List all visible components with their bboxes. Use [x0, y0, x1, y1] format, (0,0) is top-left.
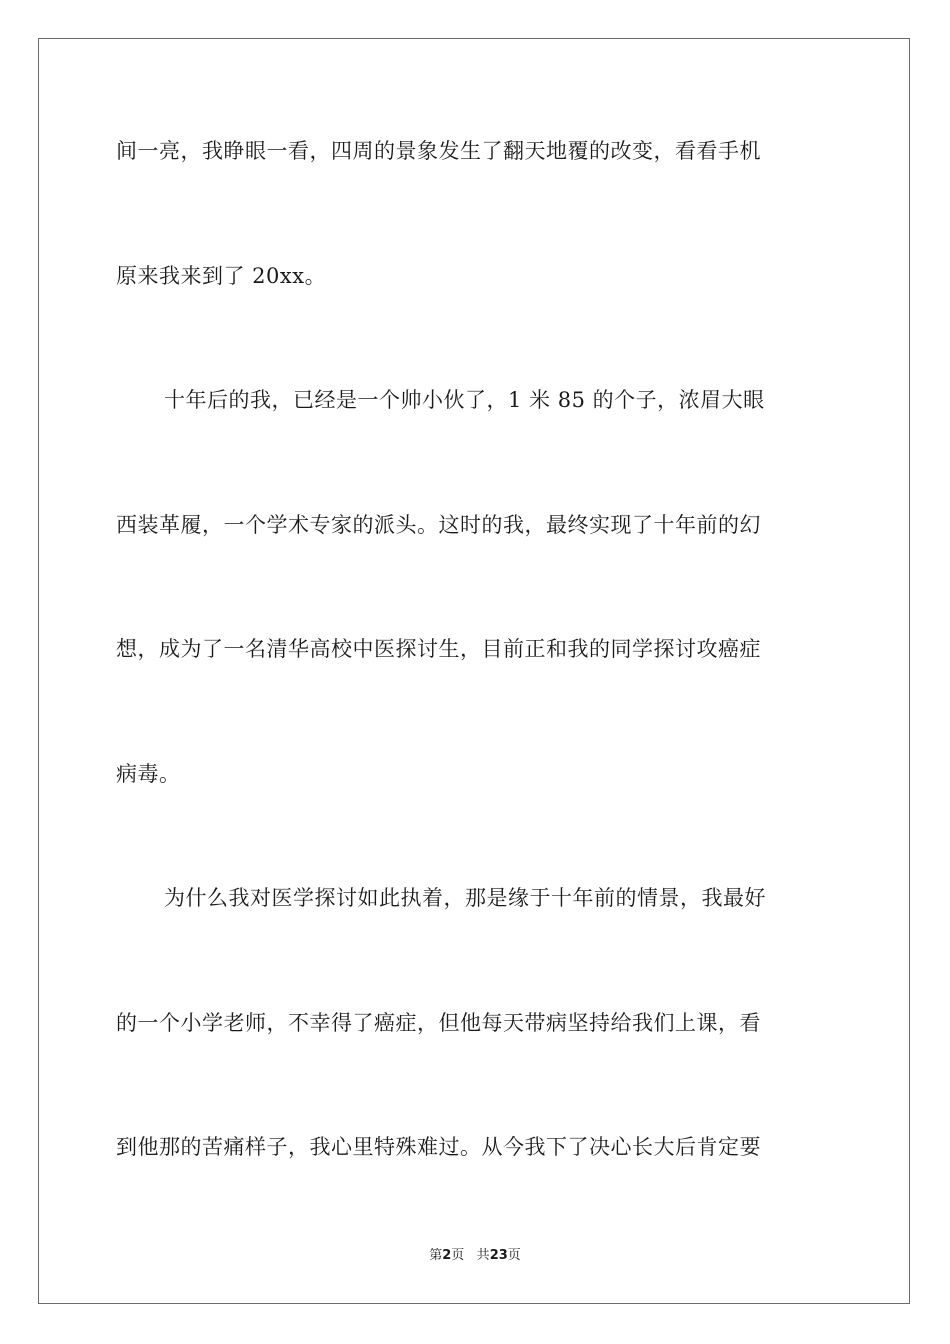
- text-line-1: 间一亮，我睁眼一看，四周的景象发生了翻天地覆的改变，看看手机: [116, 139, 761, 163]
- text-line-2: 原来我来到了 20xx。: [116, 264, 327, 288]
- text-line-8: 的一个小学老师，不幸得了癌症，但他每天带病坚持给我们上课，看: [116, 1011, 761, 1035]
- text-line-9: 到他那的苦痛样子，我心里特殊难过。从今我下了决心长大后肯定要: [116, 1135, 761, 1159]
- text-line-5: 想，成为了一名清华高校中医探讨生，目前正和我的同学探讨攻癌症: [116, 637, 761, 661]
- text-line-3: 十年后的我，已经是一个帅小伙了，1 米 85 的个子，浓眉大眼: [164, 388, 765, 412]
- footer-total-pages: 23: [489, 1248, 508, 1263]
- footer-total-suffix: 页: [507, 1248, 521, 1263]
- footer-prefix: 第: [429, 1248, 443, 1263]
- footer-page-suffix: 页: [451, 1248, 465, 1263]
- page-footer: [0, 1247, 950, 1265]
- text-line-7: 为什么我对医学探讨如此执着，那是缘于十年前的情景，我最好: [164, 886, 766, 910]
- text-line-6: 病毒。: [116, 762, 181, 786]
- footer-current-page: 2: [442, 1248, 452, 1263]
- footer-total-prefix: 共: [476, 1248, 490, 1263]
- text-line-4: 西装革履，一个学术专家的派头。这时的我，最终实现了十年前的幻: [116, 513, 761, 537]
- page-frame: [38, 38, 910, 1304]
